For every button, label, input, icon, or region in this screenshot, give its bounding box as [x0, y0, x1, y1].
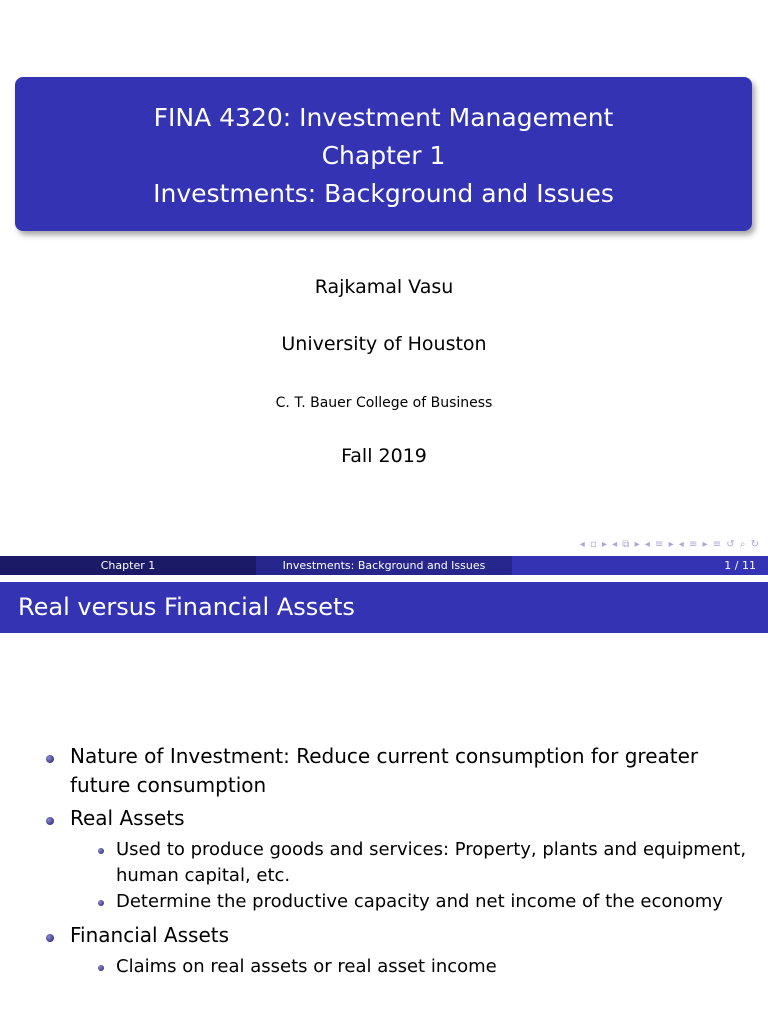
sub-list-item-text: Used to produce goods and services: Property, plants and equipment, human capital, etc. [116, 839, 747, 886]
bullet-icon [46, 817, 54, 825]
list-item-text: Real Assets [70, 806, 185, 830]
sub-list-item-text: Determine the productive capacity and net income of the economy [116, 891, 723, 912]
frame-title: Real versus Financial Assets [0, 582, 768, 633]
bullet-icon [46, 934, 54, 942]
footer-bar [0, 556, 768, 575]
college: C. T. Bauer College of Business [275, 395, 493, 411]
author: Rajkamal Vasu [314, 276, 454, 298]
bullet-list [0, 742, 768, 986]
sub-list-item [0, 954, 768, 980]
sub-bullet-icon [98, 848, 104, 854]
chapter-subtitle: Investments: Background and Issues [153, 179, 614, 208]
list-item [0, 742, 768, 800]
sub-list [0, 954, 768, 980]
sub-list [0, 837, 768, 915]
sub-list-item-text: Claims on real assets or real asset income [116, 956, 497, 977]
list-item [0, 804, 768, 833]
sub-list-item [0, 889, 768, 915]
list-item-text: Nature of Investment: Reduce current consumption for greater future consumption [70, 744, 699, 797]
chapter-title: Chapter 1 [321, 141, 446, 170]
date: Fall 2019 [341, 445, 427, 467]
sub-list-item [0, 837, 768, 889]
list-item-text: Financial Assets [70, 923, 230, 947]
title-box [15, 77, 752, 231]
sub-bullet-icon [98, 965, 104, 971]
footer-section: Investments: Background and Issues [256, 556, 512, 575]
list-item [0, 921, 768, 950]
sub-bullet-icon [98, 900, 104, 906]
footer-chapter: Chapter 1 [0, 556, 256, 575]
institute: University of Houston [281, 333, 487, 355]
course-title: FINA 4320: Investment Management [153, 103, 614, 132]
footer-page-number: 1 / 11 [512, 556, 768, 575]
beamer-navigation-icons[interactable]: ◂ ▫ ▸ ◂ ⧉ ▸ ◂ ≡ ▸ ◂ ≡ ▸ ≡ ↺ ⌕ ↻ [579, 539, 760, 550]
bullet-icon [46, 755, 54, 763]
